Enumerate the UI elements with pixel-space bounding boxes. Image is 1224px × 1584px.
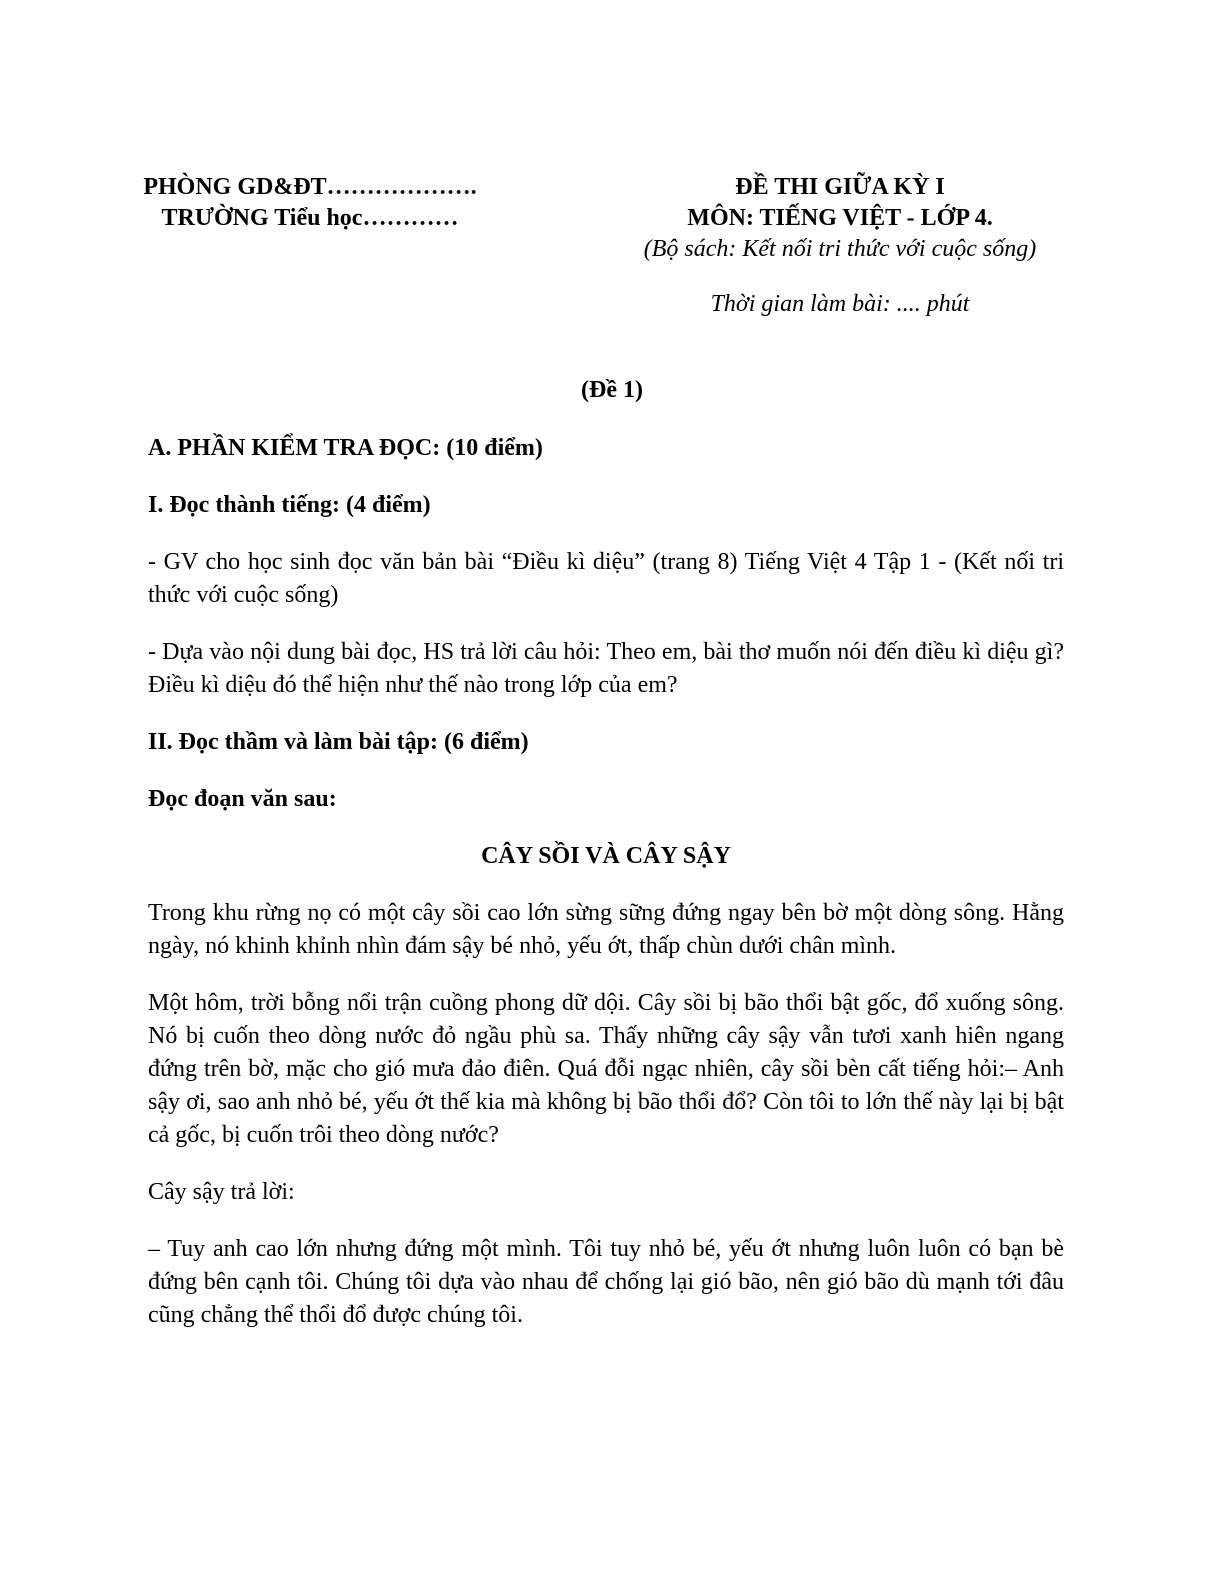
story-paragraph: – Tuy anh cao lớn nhưng đứng một mình. Tôi tuy nhỏ bé, yếu ớt nhưng luôn luôn có bạn bè đứng bên cạnh tôi. Chúng tôi dựa vào nhau để chống lại gió bão, nên gió bão dù mạnh tới đâu cũng chẳng thể thổi đổ được chúng tôi.: [148, 1236, 1064, 1328]
part-1-item-1: - GV cho học sinh đọc văn bản bài “Điều kì diệu” (trang 8) Tiếng Việt 4 Tập 1 - (Kết nối tri thức với cuộc sống): [148, 549, 1064, 608]
exam-header: [600, 172, 1080, 320]
part-1-item-2: - Dựa vào nội dung bài đọc, HS trả lời câu hỏi: Theo em, bài thơ muốn nói đến điều kì diệu gì? Điều kì diệu đó thể hiện như thế nào trong lớp của em?: [148, 639, 1064, 698]
school-line: TRƯỜNG Tiểu học…………: [161, 205, 459, 231]
story-paragraph: Trong khu rừng nọ có một cây sồi cao lớn sừng sững đứng ngay bên bờ một dòng sông. Hằng ngày, nó khinh khỉnh nhìn đám sậy bé nhỏ, yếu ớt, thấp chùn dưới chân mình.: [148, 900, 1064, 959]
section-a-title: A. PHẦN KIỂM TRA ĐỌC: (10 điểm): [148, 435, 543, 461]
part-1-title: I. Đọc thành tiếng: (4 điểm): [148, 492, 431, 518]
school-header: [100, 172, 520, 234]
story-paragraph: Một hôm, trời bỗng nổi trận cuồng phong dữ dội. Cây sồi bị bão thổi bật gốc, đổ xuống sông. Nó bị cuốn theo dòng nước đỏ ngầu phù sa. Thấy những cây sậy vẫn tươi xanh hiên ngang đứng trên bờ, mặc cho gió mưa đảo điên. Quá đỗi ngạc nhiên, cây sồi bèn cất tiếng hỏi:– Anh sậy ơi, sao anh nhỏ bé, yếu ớt thế kia mà không bị bão thổi đổ? Còn tôi to lớn thế này lại bị bật cả gốc, bị cuốn trôi theo dòng nước?: [148, 990, 1064, 1148]
exam-subject: MÔN: TIẾNG VIỆT - LỚP 4.: [687, 205, 993, 231]
exam-number: (Đề 1): [581, 377, 643, 403]
part-2-title: II. Đọc thầm và làm bài tập: (6 điểm): [148, 729, 529, 755]
story-paragraph: Cây sậy trả lời:: [148, 1179, 295, 1205]
department-line: PHÒNG GD&ĐT……………….: [143, 174, 477, 200]
story-title: CÂY SỒI VÀ CÂY SẬY: [481, 843, 731, 869]
time-limit: Thời gian làm bài: .... phút: [710, 291, 970, 317]
book-series: (Bộ sách: Kết nối tri thức với cuộc sống): [643, 236, 1037, 262]
reading-instruction: Đọc đoạn văn sau:: [148, 786, 337, 812]
exam-content: [148, 432, 1064, 1356]
exam-title: ĐỀ THI GIỮA KỲ I: [735, 174, 945, 200]
